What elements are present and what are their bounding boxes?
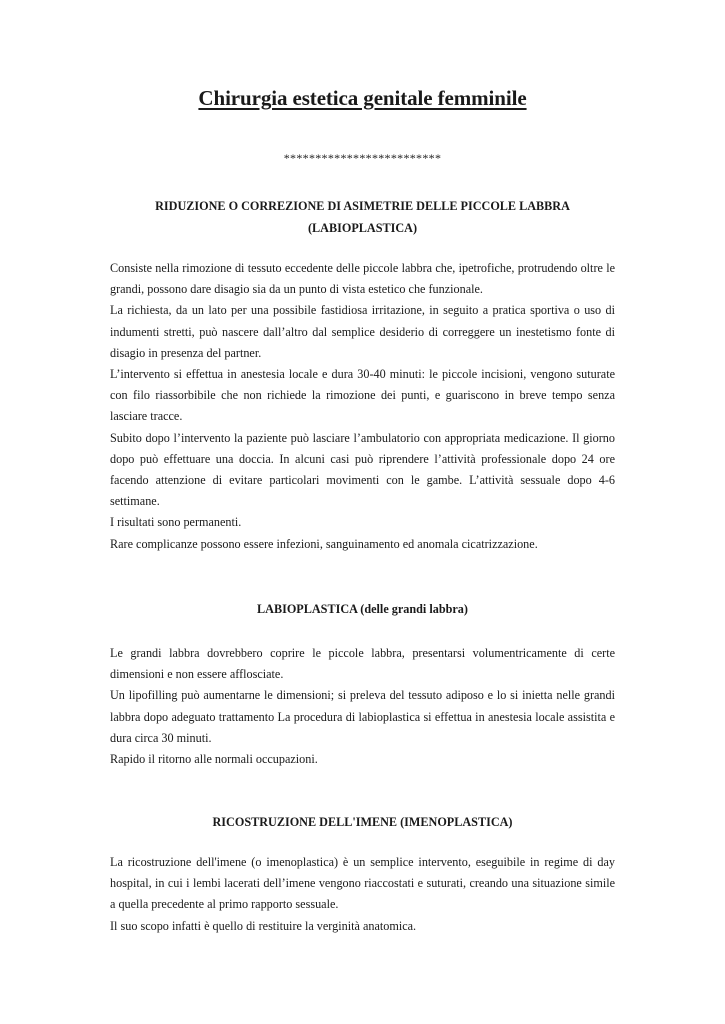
section-body-labioplastica-grandi-labbra bbox=[110, 643, 615, 770]
heading-line: RIDUZIONE O CORREZIONE DI ASIMETRIE DELLE PICCOLE LABBRA bbox=[155, 199, 570, 213]
section-heading-imenoplastica: RICOSTRUZIONE DELL'IMENE (IMENOPLASTICA) bbox=[212, 815, 513, 829]
document-title: Chirurgia estetica genitale femminile bbox=[198, 86, 527, 110]
paragraph: Subito dopo l’intervento la paziente può lasciare l’ambulatorio con appropriata medicazione. Il giorno dopo può effettuare una doccia. In alcuni casi può riprendere l’attività professionale dopo 24 ore facendo attenzione di evitare particolari movimenti con le gambe. L’attività sessuale dopo 4-6 settimane. bbox=[110, 430, 615, 509]
section-heading-labioplastica-grandi-labbra: LABIOPLASTICA (delle grandi labbra) bbox=[257, 602, 468, 616]
heading-line: (LABIOPLASTICA) bbox=[307, 220, 418, 235]
asterisk-separator: ************************* bbox=[283, 151, 442, 165]
paragraph: L’intervento si effettua in anestesia locale e dura 30-40 minuti: le piccole incisioni, vengono suturate con filo riassorbibile che non richiede la rimozione dei punti, e guariscono in breve tempo senza lasciare tracce. bbox=[110, 367, 615, 424]
section-heading-labioplastica-piccole-labbra bbox=[110, 196, 615, 239]
section-body-labioplastica-piccole-labbra bbox=[110, 258, 615, 555]
paragraph: Le grandi labbra dovrebbero coprire le piccole labbra, presentarsi volumentricamente di certe dimensioni e non essere afflosciate. bbox=[110, 646, 615, 682]
paragraph: Consiste nella rimozione di tessuto eccedente delle piccole labbra che, ipetrofiche, protrudendo oltre le grandi, possono dare disagio sia da un punto di vista estetico che funzionale. bbox=[110, 261, 615, 297]
paragraph: Rapido il ritorno alle normali occupazioni. bbox=[110, 752, 318, 767]
paragraph: Un lipofilling può aumentarne le dimensioni; si preleva del tessuto adiposo e lo si inietta nelle grandi labbra dopo adeguato trattamento La procedura di labioplastica si effettua in anestesia locale assistita e dura circa 30 minuti. bbox=[110, 688, 615, 745]
paragraph: I risultati sono permanenti. bbox=[110, 515, 242, 530]
paragraph: La ricostruzione dell'imene (o imenoplastica) è un semplice intervento, eseguibile in regime di day hospital, in cui i lembi lacerati dell’imene vengono riaccostati e suturati, creando una situazione simile a quella precedente al primo rapporto sessuale. bbox=[110, 855, 615, 912]
section-body-imenoplastica bbox=[110, 852, 615, 937]
paragraph: Rare complicanze possono essere infezioni, sanguinamento ed anomala cicatrizzazione. bbox=[110, 536, 538, 551]
paragraph: La richiesta, da un lato per una possibile fastidiosa irritazione, in seguito a pratica sportiva o uso di indumenti stretti, può nascere dall’altro dal semplice desiderio di correggere un inestetismo fonte di disagio in presenza del partner. bbox=[110, 303, 615, 360]
paragraph: Il suo scopo infatti è quello di restituire la verginità anatomica. bbox=[110, 918, 417, 933]
